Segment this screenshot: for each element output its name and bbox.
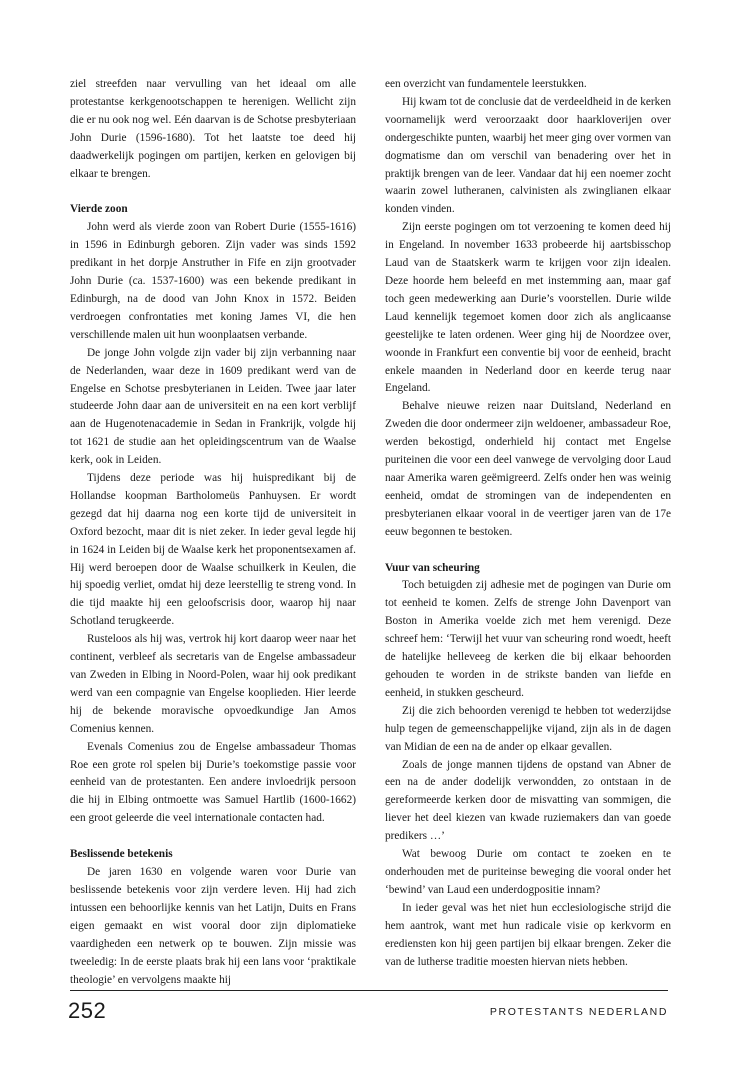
left-column bbox=[70, 76, 356, 989]
running-title: PROTESTANTS NEDERLAND bbox=[489, 1006, 668, 1018]
paragraph: John werd als vierde zoon van Robert Durie (1555-1616) in 1596 in Edinburgh geboren. Zijn vader was sinds 1592 predikant in het dorpje Anstruther in Fife en zijn grootvader John Durie (ca. 1537-1600) was een bekende predikant in Edinburgh, na de dood van John Knox in 1572. Beiden verdroegen confrontaties met koning James VI, die hen verschillende malen uit hun woonplaatsen verbande. bbox=[70, 221, 356, 341]
paragraph: Zijn eerste pogingen om tot verzoening te komen deed hij in Engeland. In november 1633 probeerde hij aartsbisschop Laud van de Staatskerk warm te krijgen voor zijn idealen. Deze hoorde hem beleefd en met instemming aan, maar gaf toch geen medewerking aan Durie’s voorstellen. Durie wilde Laud kennelijk tegemoet komen door zich als anglicaanse geestelijke te laten ordenen. Weer ging hij de Noordzee over, woonde in Frankfurt een conventie bij voor de eenheid, bracht enkele maanden in Nederland door en keerde terug naar Engeland. bbox=[385, 221, 671, 395]
paragraph: Rusteloos als hij was, vertrok hij kort daarop weer naar het continent, verbleef als secretaris van de Engelse ambassadeur van Zweden in Elbing in Noord-Polen, waar hij ook predikant werd van een compagnie van Engelse kooplieden. Hier leerde hij de bekende moravische opvoedkundige Jan Amos Comenius kennen. bbox=[70, 633, 356, 735]
section-heading: Beslissende betekenis bbox=[70, 848, 173, 861]
paragraph: De jaren 1630 en volgende waren voor Durie van beslissende betekenis voor zijn verdere leven. Hij had zich intussen een behoorlijke kennis van het Latijn, Duits en Frans eigen gemaakt en wist vooral door zijn diplomatieke vaardigheden een netwerk op te bouwen. Zijn missie was tweeledig: In de eerste plaats brak hij een lans voor ‘praktikale theologie’ en vervolgens maakte hij bbox=[70, 866, 356, 986]
paragraph: Hij kwam tot de conclusie dat de verdeeldheid in de kerken voornamelijk werd veroorzaakt door haarkloverijen over ondergeschikte punten, waarbij het meer ging over vormen van dogmatisme dan om verschil van benadering over het in praktijk brengen van de leer. Vandaar dat hij een noemer zocht waarin zowel lutheranen, calvinisten als zwinglianen elkaar konden vinden. bbox=[385, 95, 671, 216]
paragraph: De jonge John volgde zijn vader bij zijn verbanning naar de Nederlanden, waar deze in 1609 predikant werd van de Engelse en Schotse presbyterianen in Leiden. Twee jaar later studeerde John daar aan de universiteit en na een kort verblijf aan de Hugenotenacademie in Sedan in Frankrijk, volgde hij tot 1621 de studie aan het opleidingscentrum van de Waalse kerk, ook in Leiden. bbox=[70, 346, 356, 467]
section-heading: Vierde zoon bbox=[70, 203, 128, 216]
paragraph: Evenals Comenius zou de Engelse ambassadeur Thomas Roe een grote rol spelen bij Durie’s toekomstige passie voor eenheid van de protestanten. Een andere invloedrijk persoon die hij in Elbing ontmoette was Samuel Hartlib (1600-1662) een groot geleerde die veel internationale contacten had. bbox=[70, 740, 356, 825]
paragraph: Wat bewoog Durie om contact te zoeken en te onderhouden met de puriteinse beweging die vooral onder het ‘bewind’ van Laud een underdogpositie innam? bbox=[385, 848, 671, 896]
section-heading: Vuur van scheuring bbox=[385, 561, 480, 574]
paragraph: Toch betuigden zij adhesie met de pogingen van Durie om tot eenheid te komen. Zelfs de strenge John Davenport van Boston in Amerika voelde zich met hem verenigd. Deze schreef hem: ‘Terwijl het vuur van scheuring rond woedt, heeft de hatelijke helleveeg de kerken die bij elkaar behoorden gehouden te worden in de strikste banden van liefde en eenheid, in stukken gescheurd. bbox=[385, 579, 671, 699]
paragraph: Zij die zich behoorden verenigd te hebben tot wederzijdse hulp tegen de gemeenschappelijke vijand, zijn als in de dagen van Midian de een na de ander op elkaar gevallen. bbox=[385, 704, 671, 753]
paragraph: een overzicht van fundamentele leerstukken. bbox=[385, 78, 587, 90]
paragraph: ziel streefden naar vervulling van het ideaal om alle protestantse kerkgenootschappen te herenigen. Wellicht zijn die er nu ook nog wel. Eén daarvan is de Schotse presbyteriaan John Durie (1596-1680). Tot het laatste toe deed hij daadwerkelijk pogingen om partijen, kerken en gelovigen bij elkaar te brengen. bbox=[70, 78, 356, 180]
paragraph: Tijdens deze periode was hij huispredikant bij de Hollandse koopman Bartholomeüs Panhuysen. Er wordt gezegd dat hij daarna nog een korte tijd de universiteit in Oxford bezocht, maar dit is niet zeker. In ieder geval legde hij in 1624 in Leiden bij de Waalse kerk het proponentsexamen af. Hij werd beroepen door de Waalse schuilkerk in Keulen, die hij spoedig verliet, omdat hij deze leerstellig te streng vond. In die tijd maakte hij een geloofscrisis door, waarop hij naar Schotland terugkeerde. bbox=[70, 472, 356, 628]
page-number: 252 bbox=[68, 998, 107, 1023]
paragraph: Zoals de jonge mannen tijdens de opstand van Abner de een na de ander dodelijk verwondden, zo ontstaan in de gereformeerde kerken door de misvatting van sommigen, die liever het deel kiezen van kwade ruziemakers dan van goede predikers …’ bbox=[385, 758, 671, 843]
right-column bbox=[385, 76, 671, 971]
paragraph: Behalve nieuwe reizen naar Duitsland, Nederland en Zweden die door ondermeer zijn weldoener, ambassadeur Roe, werden bekostigd, onderhield hij contact met Engelse puriteinen die voor een deel vanwege de vervolging door Laud naar Amerika waren geëmigreerd. Zelfs onder hen was weinig eenheid, omdat de stromingen van de independenten en presbyterianen elkaar vooral in de veertiger jaren van de 17e eeuw begonnen te bestoken. bbox=[385, 400, 671, 538]
footer-rule bbox=[70, 990, 668, 991]
paragraph: In ieder geval was het niet hun ecclesiologische strijd die hem aantrok, want met hun radicale visie op kerkvorm en erediensten kon hij geen partijen bij elkaar brengen. Zeker die van de lutherse traditie moesten hiervan niets hebben. bbox=[385, 901, 671, 968]
